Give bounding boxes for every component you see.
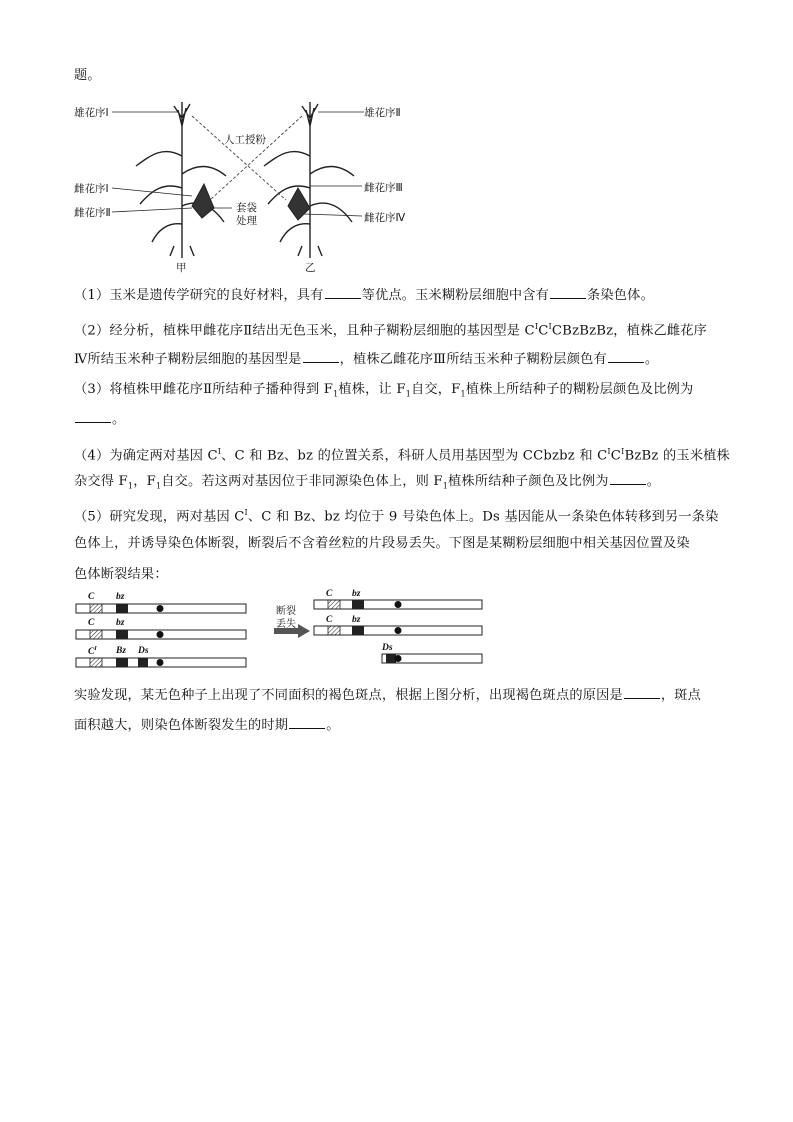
q5-sup: I: [244, 508, 248, 517]
q3-text: 植株，让 F: [338, 382, 406, 397]
plant-b-drawing: [264, 102, 354, 258]
label-female-1: 雌花序Ⅰ: [74, 183, 109, 195]
q5b-blank-2[interactable]: [289, 716, 325, 729]
question-1: [74, 286, 654, 305]
q5b-text: 面积越大，则染色体断裂发生的时期: [74, 718, 289, 733]
label-plant-a: 甲: [176, 262, 187, 274]
q2-blank-1[interactable]: [303, 350, 339, 363]
q5b-text: 。: [326, 718, 340, 733]
question-4-line-1: [74, 443, 730, 465]
q4-sub: 1: [155, 481, 162, 491]
gene-label: bz: [352, 615, 361, 625]
q3-text: 植株上所结种子的糊粉层颜色及比例为: [465, 382, 694, 397]
q5-text: （5）研究发现，两对基因 C: [74, 509, 245, 525]
q1-text-c: 条染色体。: [587, 288, 654, 303]
q2-text: C: [538, 323, 549, 339]
question-3-line-1: [74, 381, 693, 404]
label-male-1: 雄花序Ⅰ: [74, 107, 109, 119]
q4-blank[interactable]: [610, 472, 646, 485]
q3-sub: 1: [460, 389, 466, 399]
question-5-line-1: [74, 504, 719, 526]
left-chromosome-2: [76, 630, 246, 639]
gene-label: Bz: [116, 646, 127, 656]
q4-text: 杂交得 F: [74, 474, 128, 489]
q2-blank-2[interactable]: [608, 350, 644, 363]
q3-text: 。: [112, 412, 126, 427]
maize-pollination-figure: [74, 96, 424, 278]
label-plant-b: 乙: [305, 262, 316, 274]
chromosome-figure: [74, 590, 494, 672]
q4-sup: I: [607, 447, 611, 456]
gene-label: bz: [116, 618, 125, 628]
q2-text: （2）经分析，植株甲雌花序Ⅱ结出无色玉米，且种子糊粉层细胞的基因型是 C: [74, 323, 535, 339]
q5b-text: 实验发现，某无色种子上出现了不同面积的褐色斑点，根据上图分析，出现褐色斑点的原因是: [74, 688, 623, 703]
q4-text: 植株所结种子颜色及比例为: [448, 474, 609, 489]
label-male-2: 雄花序Ⅱ: [364, 107, 401, 119]
q3-sub: 1: [405, 389, 411, 399]
q4-text: 。: [646, 474, 661, 489]
q2-sup: I: [548, 322, 552, 331]
label-female-3: 雌花序Ⅲ: [364, 182, 403, 194]
q2-text: Ⅳ所结玉米种子糊粉层细胞的基因型是: [74, 352, 302, 367]
label-bag-1: 套袋: [236, 202, 257, 214]
gene-label: C: [326, 589, 333, 599]
left-chromosome-3: [76, 658, 246, 667]
q4-text: C: [610, 448, 622, 464]
q4-text: 、C 和 Bz、bz 的位置关系，科研人员用基因型为 CCbzbz 和 C: [221, 448, 608, 464]
gene-label: Ds: [382, 643, 393, 653]
label-female-2: 雌花序Ⅱ: [74, 207, 111, 219]
q4-sub: 1: [127, 481, 134, 491]
gene-label: bz: [352, 589, 361, 599]
plant-a-drawing: [136, 102, 226, 258]
q4-sup: I: [621, 447, 625, 456]
gene-label: C: [88, 618, 95, 628]
plant-a-female-ear: [192, 184, 214, 218]
q5b-text: ，斑点: [660, 688, 702, 703]
arrow-label-break: 断裂: [276, 606, 296, 617]
gene-label: $C^I$: [88, 646, 97, 658]
question-5b-line-2: [74, 716, 340, 735]
left-chromosome-1: [76, 604, 246, 613]
question-2-line-2: [74, 350, 658, 369]
label-pollination: 人工授粉: [224, 134, 266, 146]
q3-text: 自交，F: [410, 382, 461, 397]
q4-text: BzBz 的玉米植株: [624, 448, 730, 464]
label-bag-2: 处理: [236, 215, 257, 227]
gene-label: C: [88, 592, 95, 602]
top-fragment: 题。: [74, 68, 101, 83]
right-chromosome-1: [314, 600, 482, 609]
q4-sub: 1: [442, 481, 449, 491]
q2-text: 。: [644, 352, 659, 367]
q4-sup: I: [217, 447, 222, 456]
right-chromosome-2: [314, 626, 482, 635]
question-5-line-3: 色体断裂结果：: [74, 567, 168, 582]
q3-sub: 1: [333, 389, 339, 399]
q5b-blank-1[interactable]: [624, 686, 660, 699]
question-3-line-2: [74, 410, 125, 429]
q4-text: ，F: [133, 474, 156, 489]
gene-label: bz: [116, 592, 125, 602]
q1-blank-1[interactable]: [325, 286, 361, 299]
question-5b-line-1: [74, 686, 701, 705]
q1-text-b: 等优点。玉米糊粉层细胞中含有: [361, 288, 550, 303]
gene-label: C: [326, 615, 333, 625]
q2-text: ，植株乙雌花序Ⅲ所结玉米种子糊粉层颜色有: [339, 352, 607, 367]
q1-blank-2[interactable]: [550, 286, 586, 299]
right-chromosome-3: [382, 654, 482, 663]
q5-text: 、C 和 Bz、bz 均位于 9 号染色体上。Ds 基因能从一条染色体转移到另一条染: [247, 509, 719, 525]
gene-label: Ds: [138, 646, 149, 656]
q4-text: 自交。若这两对基因位于非同源染色体上，则 F: [161, 474, 443, 489]
q4-text: （4）为确定两对基因 C: [74, 448, 218, 464]
question-5-line-2: 色体上，并诱导染色体断裂，断裂后不含着丝粒的片段易丢失。下图是某糊粉层细胞中相关基因位置及染: [74, 536, 690, 551]
arrow-label-lost: 丢失: [276, 619, 296, 630]
q3-text: （3）将植株甲雌花序Ⅱ所结种子播种得到 F: [74, 382, 334, 397]
q2-text: CBzBzBz，植株乙雌花序: [551, 323, 708, 339]
plant-b-female-ear: [288, 188, 310, 220]
q1-text-a: （1）玉米是遗传学研究的良好材料，具有: [74, 288, 324, 303]
question-4-line-2: [74, 472, 660, 496]
q3-blank[interactable]: [75, 410, 111, 423]
q2-sup: I: [534, 322, 539, 331]
question-2-line-1: [74, 318, 707, 340]
label-female-4: 雌花序Ⅳ: [364, 212, 406, 224]
